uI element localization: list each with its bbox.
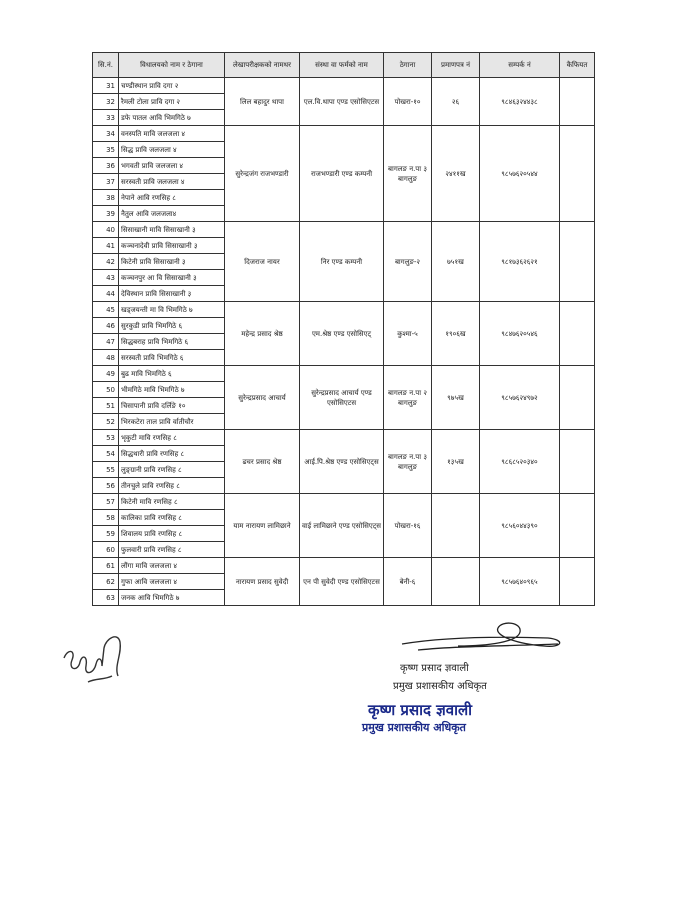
firm-name: आई.पि.श्रेष्ठ एण्ड एसोसिएट्स <box>300 430 384 494</box>
header-serial: सि.नं. <box>93 53 119 78</box>
auditor-name: सुरेन्द्रजंग राजभण्डारी <box>225 126 300 222</box>
firm-address: बागलङ न.पा २ बागलुङ <box>384 366 432 430</box>
header-firm: संस्था वा फर्मको नाम <box>300 53 384 78</box>
header-contact: सम्पर्क नं <box>480 53 560 78</box>
table-row <box>93 222 595 238</box>
audit-assignment-table <box>92 52 595 606</box>
serial-number: 58 <box>93 510 119 526</box>
firm-name: वाई लामिछाने एण्ड एसोसिएट्स <box>300 494 384 558</box>
school-name: फुलवारी प्रावि रणसिह ८ <box>119 542 225 558</box>
contact-number: ९८५७६२०५४४ <box>480 126 560 222</box>
serial-number: 47 <box>93 334 119 350</box>
school-name: भिरकटेरा ताल प्रावि र्वातीचौर <box>119 414 225 430</box>
school-name: रैमली टोला प्रावि दगा २ <box>119 94 225 110</box>
school-name: सिसाखानी मावि सिसाखानी ३ <box>119 222 225 238</box>
serial-number: 36 <box>93 158 119 174</box>
remarks <box>560 430 595 494</box>
school-name: सिद्धबराह प्रावि भिमगिठे ६ <box>119 334 225 350</box>
table-body <box>93 78 595 606</box>
school-name: भृकुटी मावि रणसिह ८ <box>119 430 225 446</box>
school-name: नेपाने आवि रणसिह ८ <box>119 190 225 206</box>
header-remarks: कैफियत <box>560 53 595 78</box>
contact-number: ९८४७६२०५४६ <box>480 302 560 366</box>
serial-number: 42 <box>93 254 119 270</box>
firm-address: पोखरा-१६ <box>384 494 432 558</box>
firm-name: राजभण्डारी एण्ड कम्पनी <box>300 126 384 222</box>
serial-number: 34 <box>93 126 119 142</box>
auditor-name: लिल बहादुर थापा <box>225 78 300 126</box>
school-name: सिद्ध प्रावि जलजला ४ <box>119 142 225 158</box>
table-row <box>93 430 595 446</box>
school-name: किटेनी मावि रणसिह ८ <box>119 494 225 510</box>
school-name: कञ्चनादेवी प्रावि सिसाखानी ३ <box>119 238 225 254</box>
certificate-number: ७५१ख <box>432 222 480 302</box>
header-certificate: प्रमाणपत्र नं <box>432 53 480 78</box>
contact-number: ९८४६३२४४३८ <box>480 78 560 126</box>
contact-number: ९८५६०४४३९० <box>480 494 560 558</box>
serial-number: 59 <box>93 526 119 542</box>
table-row <box>93 302 595 318</box>
firm-name: निर एण्ड कम्पनी <box>300 222 384 302</box>
auditor-name: याम नारायण लामिछाने <box>225 494 300 558</box>
table-row <box>93 494 595 510</box>
serial-number: 50 <box>93 382 119 398</box>
serial-number: 32 <box>93 94 119 110</box>
certificate-number: १३५ख <box>432 430 480 494</box>
serial-number: 45 <box>93 302 119 318</box>
school-name: डफे पातल आवि भिमगिठे ७ <box>119 110 225 126</box>
certificate-number: २६ <box>432 78 480 126</box>
serial-number: 44 <box>93 286 119 302</box>
serial-number: 39 <box>93 206 119 222</box>
serial-number: 60 <box>93 542 119 558</box>
serial-number: 35 <box>93 142 119 158</box>
header-address: ठेगाना <box>384 53 432 78</box>
remarks <box>560 302 595 366</box>
serial-number: 57 <box>93 494 119 510</box>
remarks <box>560 494 595 558</box>
school-name: लुङ्ग्रानी प्रावि रणसिह ८ <box>119 462 225 478</box>
firm-address: पोखरा-१० <box>384 78 432 126</box>
serial-number: 54 <box>93 446 119 462</box>
school-name: भगवती प्रावि जलजला ४ <box>119 158 225 174</box>
school-name: सरस्वती प्रावि भिमगिठे ६ <box>119 350 225 366</box>
certificate-number: ९७५ख <box>432 366 480 430</box>
school-name: सुरकुडी प्रावि भिमगिठे ६ <box>119 318 225 334</box>
auditor-name: महेन्द्र प्रसाद श्रेष्ठ <box>225 302 300 366</box>
handwritten-signature-left <box>58 626 133 692</box>
serial-number: 48 <box>93 350 119 366</box>
school-name: भीमगिठे मावि भिमगिठे ७ <box>119 382 225 398</box>
serial-number: 56 <box>93 478 119 494</box>
serial-number: 62 <box>93 574 119 590</box>
auditor-name: दिजराज नायर <box>225 222 300 302</box>
table-row <box>93 126 595 142</box>
serial-number: 63 <box>93 590 119 606</box>
firm-address: बागलङ न.पा ३ बागलुङ <box>384 430 432 494</box>
serial-number: 41 <box>93 238 119 254</box>
remarks <box>560 222 595 302</box>
serial-number: 38 <box>93 190 119 206</box>
auditor-name: सुरेन्द्रप्रसाद आचार्य <box>225 366 300 430</box>
school-name: जनक आवि भिमगिठे ७ <box>119 590 225 606</box>
certificate-number: १९०६ख <box>432 302 480 366</box>
serial-number: 46 <box>93 318 119 334</box>
serial-number: 43 <box>93 270 119 286</box>
serial-number: 40 <box>93 222 119 238</box>
firm-name: एल.वि.थापा एण्ड एसोसिएटस <box>300 78 384 126</box>
firm-address: बागलङ न.पा ३ बागलुङ <box>384 126 432 222</box>
serial-number: 51 <box>93 398 119 414</box>
school-name: नैतुल आवि जलजला४ <box>119 206 225 222</box>
header-school: विधालयको नाम र ठेगाना <box>119 53 225 78</box>
remarks <box>560 126 595 222</box>
certificate-number <box>432 558 480 606</box>
auditor-name: ढचर प्रसाद श्रेष्ठ <box>225 430 300 494</box>
contact-number: ९८१७३६२६२१ <box>480 222 560 302</box>
serial-number: 55 <box>93 462 119 478</box>
firm-name: सुरेन्द्रप्रसाद आचार्य एण्ड एसोसिएटस <box>300 366 384 430</box>
remarks <box>560 558 595 606</box>
table-header-row <box>93 53 595 78</box>
serial-number: 31 <box>93 78 119 94</box>
certificate-number <box>432 494 480 558</box>
stamp-name: कृष्ण प्रसाद ज्ञवाली <box>368 701 473 719</box>
school-name: देविस्थान प्रावि सिसाखानी ३ <box>119 286 225 302</box>
school-name: कालिका प्रावि रणसिह ८ <box>119 510 225 526</box>
school-name: सरस्वती प्रावि जलजला ४ <box>119 174 225 190</box>
certificate-number: २४११ख <box>432 126 480 222</box>
serial-number: 33 <box>93 110 119 126</box>
contact-number: ९८६८५२०३४० <box>480 430 560 494</box>
school-name: सिद्धथारी प्रावि रणसिह ८ <box>119 446 225 462</box>
officer-name: कृष्ण प्रसाद ज्ञवाली <box>400 663 469 674</box>
school-name: चिसापानी प्रावि दर्लिङे १० <box>119 398 225 414</box>
school-name: किटेनी प्रावि सिसाखानी ३ <box>119 254 225 270</box>
table-row <box>93 78 595 94</box>
auditor-name: नारायण प्रसाद सुवेदी <box>225 558 300 606</box>
stamp-title: प्रमुख प्रशासकीय अधिकृत <box>362 721 466 734</box>
firm-address: कुश्मा-५ <box>384 302 432 366</box>
remarks <box>560 78 595 126</box>
school-name: कञ्चनपुर आ वि सिसाखानी ३ <box>119 270 225 286</box>
school-name: शिवालय प्रावि रणसिह ८ <box>119 526 225 542</box>
officer-title: प्रमुख प्रशासकीय अधिकृत <box>393 681 487 692</box>
serial-number: 37 <box>93 174 119 190</box>
serial-number: 53 <box>93 430 119 446</box>
header-auditor: लेखापरीक्षकको नामथर <box>225 53 300 78</box>
table-row <box>93 366 595 382</box>
table-row <box>93 558 595 574</box>
contact-number: ९८५७६४०९६५ <box>480 558 560 606</box>
firm-address: बेनी-६ <box>384 558 432 606</box>
school-name: गुफा आवि जलजला ४ <box>119 574 225 590</box>
firm-name: एम.श्रेष्ठ एण्ड एसोसिएट् <box>300 302 384 366</box>
remarks <box>560 366 595 430</box>
serial-number: 61 <box>93 558 119 574</box>
school-name: लौंगा मावि जलजला ४ <box>119 558 225 574</box>
serial-number: 49 <box>93 366 119 382</box>
school-name: बुढ मावि भिमगिठे ६ <box>119 366 225 382</box>
school-name: तीनचुले प्रावि रणसिह ८ <box>119 478 225 494</box>
school-name: खड्जयन्ती मा वि भिमगिठे ७ <box>119 302 225 318</box>
school-name: चण्डीस्थान प्रावि दगा २ <box>119 78 225 94</box>
firm-name: एन पी सुवेदी एण्ड एसोसिएटस <box>300 558 384 606</box>
serial-number: 52 <box>93 414 119 430</box>
officer-signature <box>398 616 568 656</box>
firm-address: बागलुङ-२ <box>384 222 432 302</box>
contact-number: ९८५७६२४९७२ <box>480 366 560 430</box>
school-name: वनस्पति मावि जलजला ४ <box>119 126 225 142</box>
